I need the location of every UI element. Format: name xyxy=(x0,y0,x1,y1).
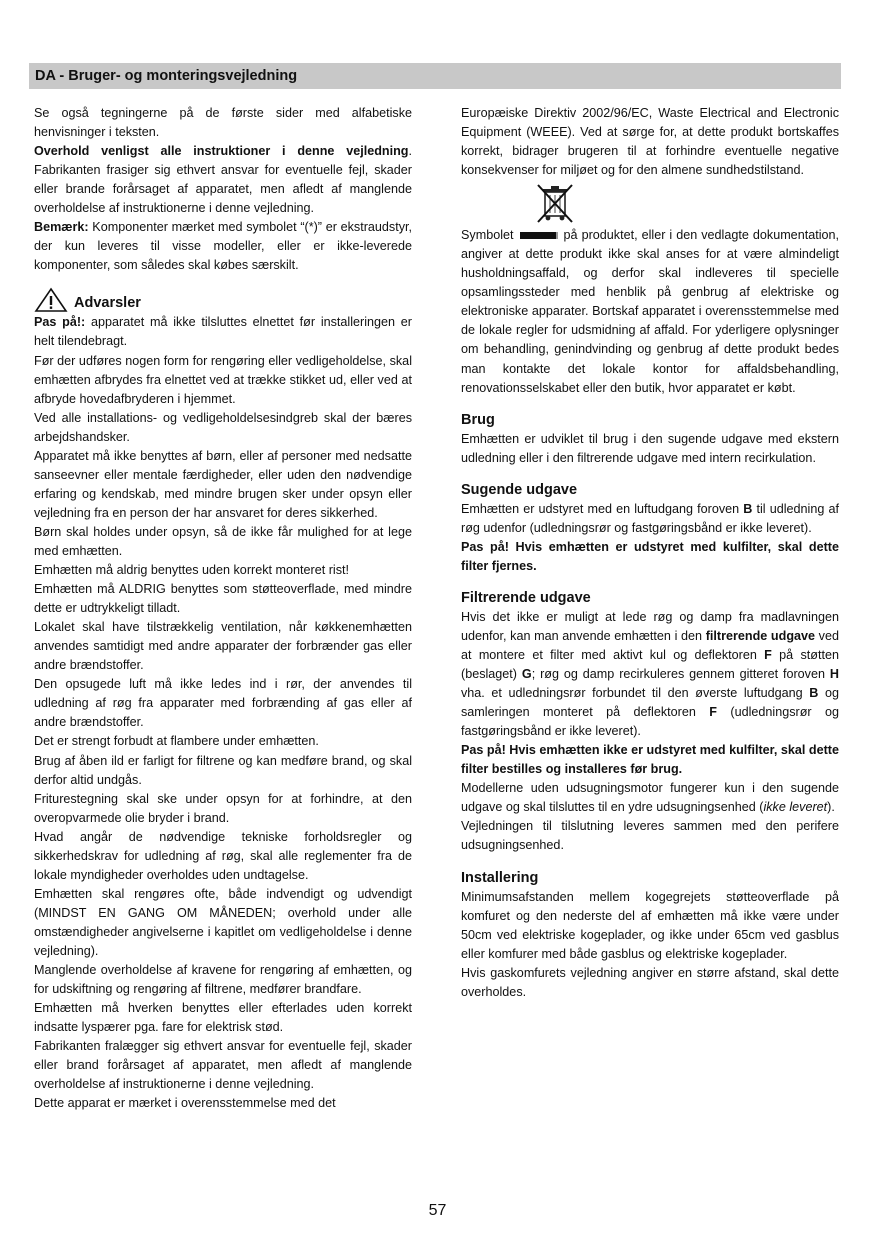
models-text: Modellerne uden udsugningsmotor fungerer kun i den sugende udgave og skal tilsluttes til en ydre udsugningsenhed ( xyxy=(461,781,839,815)
warnings-heading xyxy=(34,287,412,313)
intro-paragraph xyxy=(34,104,412,142)
symbol-pre-text: Symbolet xyxy=(461,228,514,243)
brug-text: Emhætten er udviklet til brug i den sugende udgave med ekstern udledning eller i den filtrerende udgave med intern recirkulation. xyxy=(461,431,839,465)
sugende-text xyxy=(461,500,839,538)
ref-h: H xyxy=(829,667,839,682)
warning-paragraph: Før der udføres nogen form for rengøring eller vedligeholdelse, skal emhætten afbrydes fra elnettet ved at trække stikket ud, eller ved at afbryde hovedafbryderen i hjemmet. xyxy=(34,353,412,406)
warning-paragraph: Fabrikanten fralægger sig ethvert ansvar for eventuelle fejl, skader eller brand forårsaget af apparatet, men afledt af manglende overholdelse af instruktionerne i denne vejledning. xyxy=(34,1039,412,1092)
note-paragraph xyxy=(34,218,412,275)
warning-paragraph: Emhætten må aldrig benyttes uden korrekt monteret rist! xyxy=(34,563,349,578)
sugende-title: Sugende udgave xyxy=(461,481,578,498)
installering-text: Hvis gaskomfurets vejledning angiver en større afstand, skal dette overholdes. xyxy=(461,965,839,999)
filt-bold: filtrerende udgave xyxy=(705,628,816,643)
warning-paragraph: Hvad angår de nødvendige tekniske forholdsregler og sikkerhedskrav for udledning af røg, skal alle reglementer fra de lokale myndigheder overholdes uden undtagelse. xyxy=(34,829,412,882)
warning-lead-text: apparatet må ikke tilsluttes elnettet før installeringen er helt tilendebragt. xyxy=(34,315,412,349)
ref-f: F xyxy=(764,647,772,662)
left-column xyxy=(34,104,412,1113)
crossed-out-bin-icon xyxy=(533,182,577,224)
warning-paragraph: Børn skal holdes under opsyn, så de ikke får mulighed for at lege med emhætten. xyxy=(34,524,412,558)
note-text: Komponenter mærket med symbolet “(*)” er ekstraudstyr, der kun leveres til visse modeller, eller er ikke-leverede komponenter, som således skal købes særskilt. xyxy=(34,220,412,273)
warning-paragraph: Lokalet skal have tilstrækkelig ventilation, når køkkenemhætten anvendes samtidigt med andre apparater der forbrænder gas eller andre brændstoffer. xyxy=(34,620,412,673)
filtrerende-section xyxy=(461,588,839,856)
installering-text: Minimumsafstanden mellem kogegrejets støtteoverflade på komfuret og den nederste del af emhætten må ikke være under 50cm ved elektriske kogeplader, og ikke under 65cm ved gasblus eller komfurer med både gasblus og elektriske kogeplader. xyxy=(461,889,839,961)
warning-paragraph: Emhætten må ALDRIG benyttes som støtteoverflade, med mindre dette er udtrykkeligt tilladt. xyxy=(34,582,412,616)
instructions-text: . Fabrikanten frasiger sig ethvert ansvar for eventuelle fejl, skader eller brande forårsaget af apparatet, men afledt af manglende overholdelse af instruktionerne i denne vejledning. xyxy=(34,144,412,216)
warning-paragraph: Emhætten må hverken benyttes eller efterlades uden korrekt indsatte lyspærer pga. fare for elektrisk stød. xyxy=(34,1001,412,1035)
right-column xyxy=(461,104,839,1002)
warning-paragraph: Brug af åben ild er farligt for filtrene og kan medføre brand, og skal derfor altid undgås. xyxy=(34,753,412,787)
weee-bar-icon xyxy=(520,232,558,239)
sugende-warning-text: Pas på! Hvis emhætten er udstyret med kulfilter, skal dette filter fjernes. xyxy=(461,539,839,573)
brug-section xyxy=(461,410,839,468)
filtrerende-connection: Vejledningen til tilslutning leveres sammen med den perifere udsugningsenhed. xyxy=(461,819,839,853)
sugende-section xyxy=(461,480,839,576)
weee-symbol-area xyxy=(461,180,839,226)
instructions-bold: Overhold venligst alle instruktioner i denne vejledning xyxy=(34,144,409,159)
filtrerende-models xyxy=(461,779,839,817)
warning-paragraph: Manglende overholdelse af kravene for rengøring af emhætten, og for udskiftning og rengøring af filtrene, medfører brandfare. xyxy=(34,963,412,997)
warning-paragraph: Emhætten skal rengøres ofte, både indvendigt og udvendigt (MINDST EN GANG OM MÅNEDEN; overhold under alle omstændigheder angivelserne i kapitlet om vedligeholdelse i denne vejledning). xyxy=(34,886,412,958)
warning-paragraph: Friturestegning skal ske under opsyn for at forhindre, at den overopvarmede olie bryder i brand. xyxy=(34,791,412,825)
sugende-warning xyxy=(461,538,839,576)
instructions-paragraph xyxy=(34,142,412,218)
installering-title: Installering xyxy=(461,869,539,886)
warning-paragraph: Apparatet må ikke benyttes af børn, eller af personer med nedsatte sanseevner eller mentale færdigheder, eller uden den nødvendige erfaring og kendskab, med mindre brugen sker under opsyn eller vejledning fra en person der har ansvaret for deres sikkerhed. xyxy=(34,448,412,520)
warning-paragraph: Ved alle installations- og vedligeholdelsesindgreb skal der bæres arbejdshandsker. xyxy=(34,410,412,444)
section-header-bar xyxy=(29,63,841,89)
page-number: 57 xyxy=(428,1202,447,1219)
warnings-title: Advarsler xyxy=(74,295,141,312)
warning-icon xyxy=(34,287,68,313)
models-italic: ikke leveret xyxy=(763,800,828,815)
brug-title: Brug xyxy=(461,411,495,428)
warning-paragraph: Dette apparat er mærket i overensstemmelse med det xyxy=(34,1096,336,1111)
filtrerende-text xyxy=(461,608,839,741)
filt-text: Hvis det ikke er muligt at lede røg og damp fra madlavningen udenfor, kan man anvende emhætten i den xyxy=(461,609,839,643)
filtrerende-title: Filtrerende udgave xyxy=(461,589,591,606)
ref-b: B xyxy=(743,501,753,516)
filt-text: vha. et udledningsrør forbundet til den øverste luftudgang xyxy=(461,686,810,701)
weee-paragraph: Europæiske Direktiv 2002/96/EC, Waste Electrical and Electronic Equipment (WEEE). Ved at sørge for, at dette produkt bortskaffes korrekt, bidrager brugeren til at forhindre eventuelle negative konsekvenser for miljøet og for den almene sundhedstilstand. xyxy=(461,106,839,178)
warning-lead xyxy=(34,313,412,351)
symbol-paragraph xyxy=(461,226,839,397)
warning-paragraph: Det er strengt forbudt at flambere under emhætten. xyxy=(34,734,319,749)
filt-text: ; røg og damp recirkuleres gennem gitteret foroven xyxy=(531,667,830,682)
ref-f: F xyxy=(709,705,717,720)
models-text-end: ). xyxy=(827,800,835,815)
filt-text: (udledningsrør og fastgøringsbånd er ikke leveret). xyxy=(461,705,839,739)
sugende-text-b: til udledning af røg udenfor (udledningsrør og fastgøringsbånd er ikke leveret). xyxy=(461,501,839,535)
sugende-text-a: Emhætten er udstyret med en luftudgang foroven xyxy=(461,501,744,516)
warning-paragraph: Den opsugede luft må ikke ledes ind i rør, der anvendes til udledning af røg fra apparater med forbrænding af gas eller af andre brændstoffer. xyxy=(34,677,412,730)
symbol-post-text: på produktet, eller i den vedlagte dokumentation, angiver at dette produkt ikke skal anses for at være almindeligt husholdningsaffald, og derfor skal indleveres til specielle opsamlingssteder med henblik på genbrug af elektriske og elektroniske apparater. Bortskaf apparatet i overensstemmelse med de lokale regler for udsmidning af affald. For yderligere oplysninger om behandling, genindvinding og genbrug af dette produkt bedes man kontakte det lokale kontor for affaldsbehandling, renovationsselskabet eller den butik, hvor apparatet er købt. xyxy=(461,228,839,395)
warning-lead-label: Pas på!: xyxy=(34,315,86,330)
section-title: DA - Bruger- og monteringsvejledning xyxy=(35,68,298,84)
installering-section xyxy=(461,868,839,1002)
filt-text: ved at montere et filter med aktivt kul og deflektoren xyxy=(461,628,839,662)
filtrerende-warning xyxy=(461,741,839,779)
ref-g: G xyxy=(521,667,532,682)
filt-text: og samleringen monteret på deflektoren xyxy=(461,686,840,720)
intro-text: Se også tegningerne på de første sider med alfabetiske henvisninger i teksten. xyxy=(34,106,412,140)
filt-text: på støtten (beslaget) xyxy=(461,647,839,682)
note-label: Bemærk: xyxy=(34,220,89,235)
ref-b: B xyxy=(809,686,819,701)
filtrerende-warning-text: Pas på! Hvis emhætten ikke er udstyret med kulfilter, skal dette filter bestilles og installeres før brug. xyxy=(461,743,839,777)
